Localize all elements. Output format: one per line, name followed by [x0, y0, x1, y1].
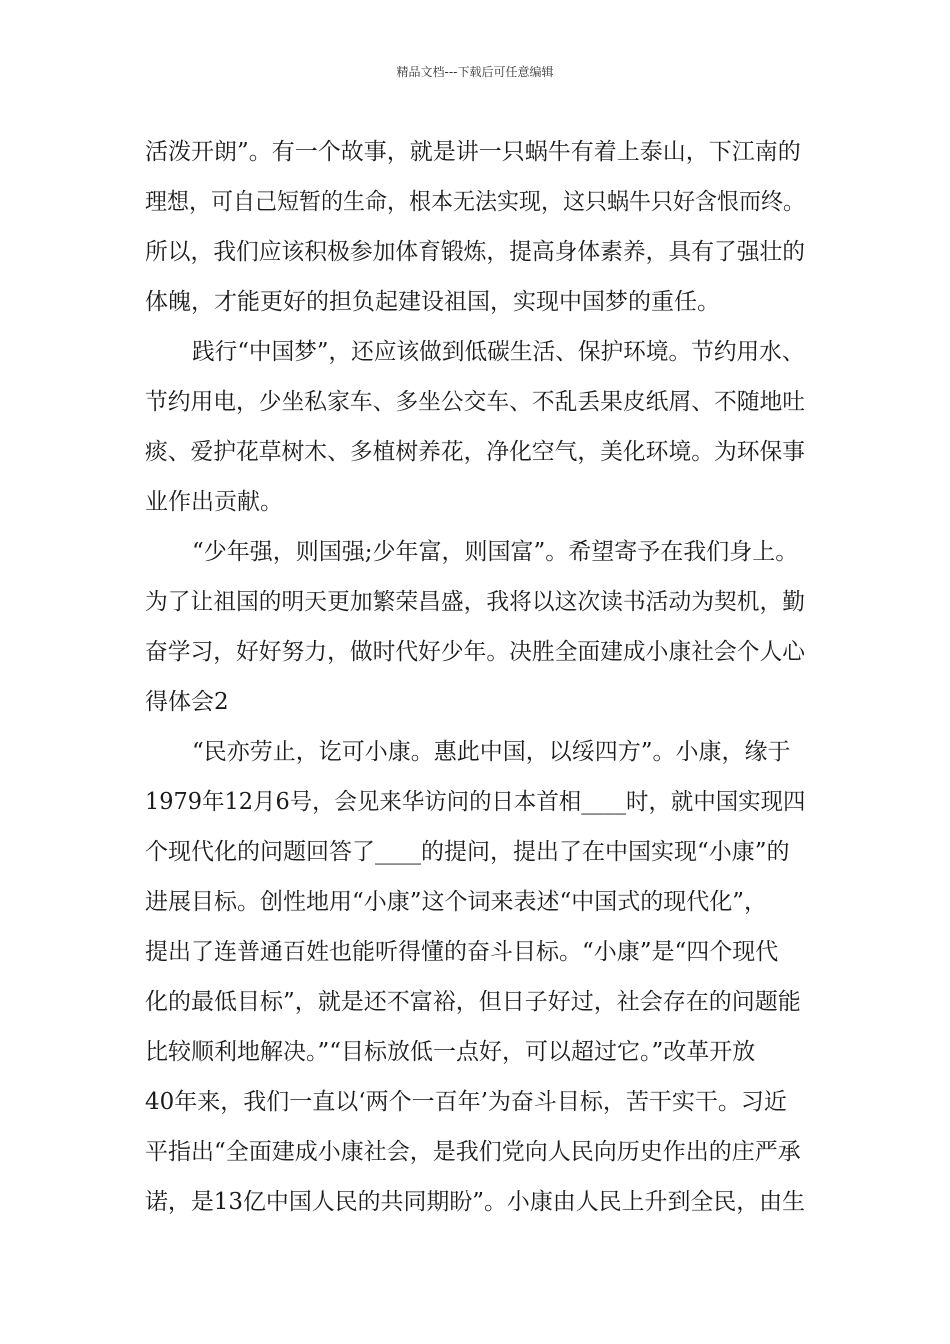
text-line: 诺，是13亿中国人民的共同期盼”。小康由人民上升到全民，由生 [145, 1189, 806, 1215]
text-line: 得体会2 [145, 689, 229, 715]
paragraph-first-line: “少年强，则国强;少年富，则国富”。希望寄予在我们身上。 [192, 539, 799, 565]
text-line: 理想，可自己短暂的生命，根本无法实现，这只蜗牛只好含恨而终。 [145, 189, 805, 215]
paragraph-first-line: “民亦劳止，讫可小康。惠此中国，以绥四方”。小康，缘于 [192, 739, 791, 765]
text-line: 节约用电，少坐私家车、多坐公交车、不乱丢果皮纸屑、不随地吐 [145, 389, 805, 415]
text-line: 业作出贡献。 [145, 489, 283, 515]
text-line: 进展目标。创性地用“小康”这个词来表述“中国式的现代化”， [145, 889, 768, 915]
text-line: 个现代化的问题回答了____的提问，提出了在中国实现“小康”的 [145, 839, 790, 865]
text-line: 提出了连普通百姓也能听得懂的奋斗目标。“小康”是“四个现代 [145, 939, 779, 965]
text-line: 体魄，才能更好的担负起建设祖国，实现中国梦的重任。 [145, 289, 720, 315]
text-line: 化的最低目标”，就是还不富裕，但日子好过，社会存在的问题能 [145, 989, 801, 1015]
text-line: 平指出“全面建成小康社会，是我们党向人民向历史作出的庄严承 [145, 1139, 801, 1165]
paragraph-first-line: 践行“中国梦”，还应该做到低碳生活、保护环境。节约用水、 [192, 339, 805, 365]
page-header: 精品文档---下载后可任意编辑 [396, 65, 554, 79]
text-line: 活泼开朗”。有一个故事，就是讲一只蜗牛有着上泰山，下江南的 [145, 139, 801, 165]
text-line: 所以，我们应该积极参加体育锻炼，提高身体素养，具有了强壮的 [145, 239, 805, 265]
text-line: 1979年12月6号，会见来华访问的日本首相____时，就中国实现四 [145, 789, 806, 815]
text-line: 奋学习，好好努力，做时代好少年。决胜全面建成小康社会个人心 [145, 639, 805, 665]
text-line: 痰、爱护花草树木、多植树养花，净化空气，美化环境。为环保事 [145, 439, 805, 465]
text-line: 为了让祖国的明天更加繁荣昌盛，我将以这次读书活动为契机，勤 [145, 589, 805, 615]
text-line: 40年来，我们一直以‘两个一百年’为奋斗目标，苦干实干。习近 [145, 1089, 787, 1115]
text-line: 比较顺利地解决。”“目标放低一点好，可以超过它。”改革开放 [145, 1039, 756, 1065]
